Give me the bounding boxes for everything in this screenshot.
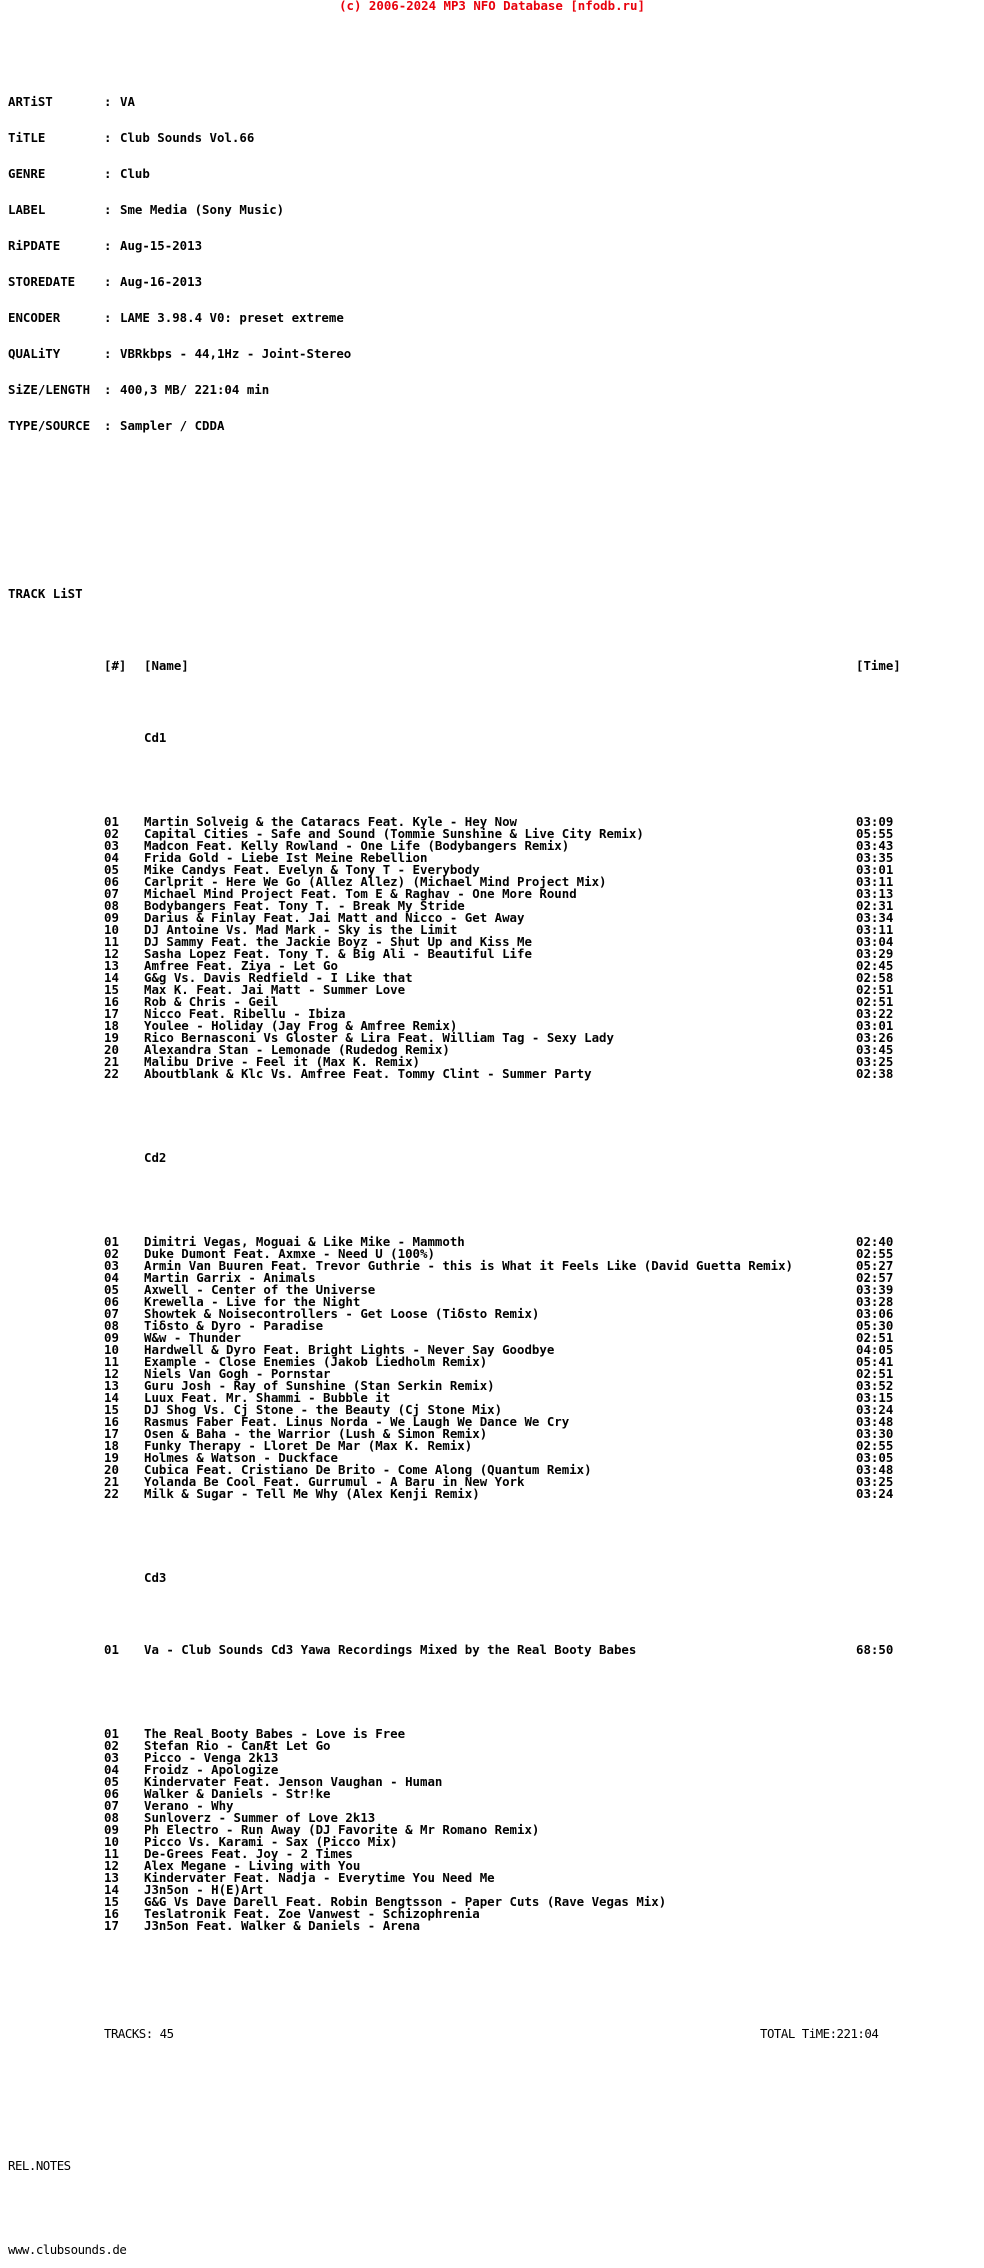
info-row-size-length bbox=[8, 382, 270, 397]
track-name: Picco Vs. Karami - Sax (Picco Mix) bbox=[144, 1834, 398, 1849]
track-number: 11 bbox=[104, 1846, 119, 1861]
track-time: 03:48 bbox=[856, 1462, 894, 1477]
track-row bbox=[8, 1846, 353, 1861]
info-value: 400,3 MB/ 221:04 min bbox=[120, 382, 270, 397]
track-row bbox=[8, 1378, 894, 1393]
track-number: 06 bbox=[104, 1786, 119, 1801]
track-time: 02:45 bbox=[856, 958, 894, 973]
track-number: 17 bbox=[104, 1006, 119, 1021]
track-name: Alexandra Stan - Lemonade (Rudedog Remix) bbox=[144, 1042, 450, 1057]
track-number: 12 bbox=[104, 946, 119, 961]
track-name: Stefan Rio - CanÆt Let Go bbox=[144, 1738, 331, 1753]
track-name: Showtek & Noisecontrollers - Get Loose (Tiδsto Remix) bbox=[144, 1306, 540, 1321]
track-number: 15 bbox=[104, 1402, 119, 1417]
info-row-label bbox=[8, 202, 285, 217]
track-number: 07 bbox=[104, 1306, 119, 1321]
info-label: TYPE/SOURCE bbox=[8, 418, 91, 433]
track-number: 01 bbox=[104, 1234, 119, 1249]
track-time: 03:25 bbox=[856, 1474, 894, 1489]
track-time: 03:11 bbox=[856, 922, 894, 937]
cd1-title: Cd1 bbox=[144, 730, 167, 745]
release-notes-url: www.clubsounds.de bbox=[8, 2242, 127, 2257]
track-number: 20 bbox=[104, 1042, 119, 1057]
track-name: Nicco Feat. Ribellu - Ibiza bbox=[144, 1006, 346, 1021]
track-name: Tiδsto & Dyro - Paradise bbox=[144, 1318, 324, 1333]
track-number: 04 bbox=[104, 1270, 119, 1285]
info-separator: : bbox=[104, 202, 112, 217]
track-name: Kindervater Feat. Jenson Vaughan - Human bbox=[144, 1774, 443, 1789]
track-row bbox=[8, 1810, 376, 1825]
track-number: 16 bbox=[104, 1414, 119, 1429]
info-row-quality bbox=[8, 346, 352, 361]
track-number: 04 bbox=[104, 1762, 119, 1777]
track-name: Amfree Feat. Ziya - Let Go bbox=[144, 958, 338, 973]
cd3-track-list bbox=[8, 1726, 667, 1933]
track-row bbox=[8, 1474, 894, 1489]
track-name: Froidz - Apologize bbox=[144, 1762, 279, 1777]
track-name: Milk & Sugar - Tell Me Why (Alex Kenji Remix) bbox=[144, 1486, 480, 1501]
track-row bbox=[8, 1414, 894, 1429]
track-number: 14 bbox=[104, 970, 119, 985]
info-value: Sme Media (Sony Music) bbox=[120, 202, 285, 217]
track-name: G&g Vs. Davis Redfield - I Like that bbox=[144, 970, 413, 985]
track-name: J3n5on Feat. Walker & Daniels - Arena bbox=[144, 1918, 421, 1933]
track-time: 03:05 bbox=[856, 1450, 894, 1465]
track-name: Teslatronik Feat. Zoe Vanwest - Schizophrenia bbox=[144, 1906, 480, 1921]
track-time: 03:13 bbox=[856, 886, 894, 901]
track-name: Walker & Daniels - Str!ke bbox=[144, 1786, 331, 1801]
track-time: 05:41 bbox=[856, 1354, 894, 1369]
release-notes-heading: REL.NOTES bbox=[8, 2158, 71, 2173]
info-value: Club Sounds Vol.66 bbox=[120, 130, 255, 145]
track-name: Madcon Feat. Kelly Rowland - One Life (Bodybangers Remix) bbox=[144, 838, 570, 853]
track-time: 05:27 bbox=[856, 1258, 894, 1273]
track-number: 03 bbox=[104, 838, 119, 853]
track-row bbox=[8, 1918, 421, 1933]
track-time: 02:57 bbox=[856, 1270, 894, 1285]
track-time: 03:28 bbox=[856, 1294, 894, 1309]
info-value: Sampler / CDDA bbox=[120, 418, 225, 433]
track-row bbox=[8, 1486, 894, 1501]
track-time: 03:45 bbox=[856, 1042, 894, 1057]
track-name: Rob & Chris - Geil bbox=[144, 994, 279, 1009]
track-name: The Real Booty Babes - Love is Free bbox=[144, 1726, 406, 1741]
track-time: 03:01 bbox=[856, 1018, 894, 1033]
track-row bbox=[8, 1786, 331, 1801]
info-value: Club bbox=[120, 166, 150, 181]
track-name: Niels Van Gogh - Pornstar bbox=[144, 1366, 331, 1381]
track-number: 22 bbox=[104, 1066, 119, 1081]
track-name: Cubica Feat. Cristiano De Brito - Come Along (Quantum Remix) bbox=[144, 1462, 592, 1477]
track-name: Martin Solveig & the Cataracs Feat. Kyle - Hey Now bbox=[144, 814, 517, 829]
info-separator: : bbox=[104, 346, 112, 361]
info-label: SiZE/LENGTH bbox=[8, 382, 91, 397]
info-label: STOREDATE bbox=[8, 274, 76, 289]
track-time: 02:38 bbox=[856, 1066, 894, 1081]
track-number: 13 bbox=[104, 1870, 119, 1885]
track-name: Armin Van Buuren Feat. Trevor Guthrie - this is What it Feels Like (David Guetta Remix) bbox=[144, 1258, 794, 1273]
tracklist-summary bbox=[8, 2026, 879, 2041]
track-name: Funky Therapy - Lloret De Mar (Max K. Remix) bbox=[144, 1438, 473, 1453]
track-time: 03:48 bbox=[856, 1414, 894, 1429]
copyright-banner: (c) 2006-2024 MP3 NFO Database [nfodb.ru] bbox=[339, 0, 645, 13]
track-name: Aboutblank & Klc Vs. Amfree Feat. Tommy Clint - Summer Party bbox=[144, 1066, 592, 1081]
track-time: 02:31 bbox=[856, 898, 894, 913]
track-count: TRACKS: 45 bbox=[104, 2026, 174, 2041]
total-time: TOTAL TiME:221:04 bbox=[760, 2026, 879, 2041]
release-info bbox=[8, 72, 352, 456]
track-time: 68:50 bbox=[856, 1642, 894, 1657]
track-time: 03:09 bbox=[856, 814, 894, 829]
track-row bbox=[8, 1450, 894, 1465]
track-name: DJ Sammy Feat. the Jackie Boyz - Shut Up and Kiss Me bbox=[144, 934, 532, 949]
track-number: 12 bbox=[104, 1366, 119, 1381]
track-number: 17 bbox=[104, 1918, 119, 1933]
track-row bbox=[8, 1858, 361, 1873]
info-value: LAME 3.98.4 V0: preset extreme bbox=[120, 310, 344, 325]
track-name: Osen & Baha - the Warrior (Lush & Simon Remix) bbox=[144, 1426, 488, 1441]
track-time: 03:52 bbox=[856, 1378, 894, 1393]
info-label: TiTLE bbox=[8, 130, 46, 145]
track-time: 03:34 bbox=[856, 910, 894, 925]
track-number: 02 bbox=[104, 1246, 119, 1261]
track-number: 14 bbox=[104, 1390, 119, 1405]
track-time: 03:35 bbox=[856, 850, 894, 865]
track-name: Guru Josh - Ray of Sunshine (Stan Serkin Remix) bbox=[144, 1378, 495, 1393]
track-name: Rasmus Faber Feat. Linus Norda - We Laugh We Dance We Cry bbox=[144, 1414, 570, 1429]
track-number: 09 bbox=[104, 1330, 119, 1345]
column-header-name: [Name] bbox=[144, 658, 189, 673]
column-header-time: [Time] bbox=[856, 658, 901, 673]
track-name: Bodybangers Feat. Tony T. - Break My Stride bbox=[144, 898, 465, 913]
track-number: 01 bbox=[104, 1642, 119, 1657]
track-number: 12 bbox=[104, 1858, 119, 1873]
track-name: Va - Club Sounds Cd3 Yawa Recordings Mixed by the Real Booty Babes bbox=[144, 1642, 637, 1657]
track-number: 18 bbox=[104, 1018, 119, 1033]
track-time: 03:24 bbox=[856, 1402, 894, 1417]
cd3-title: Cd3 bbox=[144, 1570, 167, 1585]
track-time: 02:51 bbox=[856, 994, 894, 1009]
track-name: Verano - Why bbox=[144, 1798, 234, 1813]
info-value: Aug-16-2013 bbox=[120, 274, 203, 289]
track-number: 19 bbox=[104, 1450, 119, 1465]
track-time: 03:06 bbox=[856, 1306, 894, 1321]
track-row bbox=[8, 1726, 406, 1741]
track-time: 03:39 bbox=[856, 1282, 894, 1297]
track-name: Yolanda Be Cool Feat. Gurrumul - A Baru in New York bbox=[144, 1474, 525, 1489]
track-number: 02 bbox=[104, 1738, 119, 1753]
track-number: 09 bbox=[104, 910, 119, 925]
track-row bbox=[8, 1822, 540, 1837]
track-number: 15 bbox=[104, 1894, 119, 1909]
info-separator: : bbox=[104, 274, 112, 289]
track-name: Michael Mind Project Feat. Tom E & Raghav - One More Round bbox=[144, 886, 577, 901]
track-number: 06 bbox=[104, 874, 119, 889]
track-number: 21 bbox=[104, 1054, 119, 1069]
info-label: QUALiTY bbox=[8, 346, 61, 361]
track-time: 03:04 bbox=[856, 934, 894, 949]
track-row bbox=[8, 1402, 894, 1417]
info-separator: : bbox=[104, 382, 112, 397]
track-number: 05 bbox=[104, 1282, 119, 1297]
track-number: 15 bbox=[104, 982, 119, 997]
info-separator: : bbox=[104, 166, 112, 181]
track-name: Alex Megane - Living with You bbox=[144, 1858, 361, 1873]
track-row bbox=[8, 1894, 667, 1909]
track-name: Picco - Venga 2k13 bbox=[144, 1750, 279, 1765]
track-name: Malibu Drive - Feel it (Max K. Remix) bbox=[144, 1054, 421, 1069]
track-number: 05 bbox=[104, 1774, 119, 1789]
track-time: 03:11 bbox=[856, 874, 894, 889]
track-time: 02:40 bbox=[856, 1234, 894, 1249]
track-row bbox=[8, 1390, 894, 1405]
track-name: Duke Dumont Feat. Axmxe - Need U (100%) bbox=[144, 1246, 435, 1261]
track-number: 08 bbox=[104, 1318, 119, 1333]
track-row bbox=[8, 1798, 234, 1813]
track-number: 18 bbox=[104, 1438, 119, 1453]
track-number: 13 bbox=[104, 1378, 119, 1393]
column-header-number: [#] bbox=[104, 658, 127, 673]
track-name: DJ Antoine Vs. Mad Mark - Sky is the Limit bbox=[144, 922, 458, 937]
track-time: 03:15 bbox=[856, 1390, 894, 1405]
info-label: ARTiST bbox=[8, 94, 53, 109]
track-name: Ph Electro - Run Away (DJ Favorite & Mr Romano Remix) bbox=[144, 1822, 540, 1837]
track-row bbox=[8, 1870, 495, 1885]
track-number: 04 bbox=[104, 850, 119, 865]
track-number: 16 bbox=[104, 994, 119, 1009]
track-number: 03 bbox=[104, 1750, 119, 1765]
track-name: DJ Shog Vs. Cj Stone - the Beauty (Cj Stone Mix) bbox=[144, 1402, 503, 1417]
info-row-type-source bbox=[8, 418, 225, 433]
track-name: Hardwell & Dyro Feat. Bright Lights - Never Say Goodbye bbox=[144, 1342, 555, 1357]
track-name: Dimitri Vegas, Moguai & Like Mike - Mammoth bbox=[144, 1234, 465, 1249]
track-number: 01 bbox=[104, 1726, 119, 1741]
track-name: Max K. Feat. Jai Matt - Summer Love bbox=[144, 982, 406, 997]
info-separator: : bbox=[104, 130, 112, 145]
track-time: 03:25 bbox=[856, 1054, 894, 1069]
track-row bbox=[8, 1774, 443, 1789]
info-value: VA bbox=[120, 94, 135, 109]
track-time: 03:26 bbox=[856, 1030, 894, 1045]
track-number: 09 bbox=[104, 1822, 119, 1837]
track-row bbox=[8, 1906, 480, 1921]
track-name: Carlprit - Here We Go (Allez Allez) (Michael Mind Project Mix) bbox=[144, 874, 607, 889]
track-time: 02:51 bbox=[856, 1366, 894, 1381]
track-row bbox=[8, 1462, 894, 1477]
info-label: GENRE bbox=[8, 166, 46, 181]
track-number: 08 bbox=[104, 898, 119, 913]
track-number: 19 bbox=[104, 1030, 119, 1045]
track-time: 02:51 bbox=[856, 1330, 894, 1345]
track-number: 08 bbox=[104, 1810, 119, 1825]
track-number: 03 bbox=[104, 1258, 119, 1273]
cd1-track-list bbox=[8, 814, 894, 1081]
track-row bbox=[8, 1762, 279, 1777]
track-name: Frida Gold - Liebe Ist Meine Rebellion bbox=[144, 850, 428, 865]
track-name: Darius & Finlay Feat. Jai Matt and Nicco - Get Away bbox=[144, 910, 525, 925]
track-name: G&G Vs Dave Darell Feat. Robin Bengtsson - Paper Cuts (Rave Vegas Mix) bbox=[144, 1894, 667, 1909]
track-number: 10 bbox=[104, 922, 119, 937]
track-number: 10 bbox=[104, 1834, 119, 1849]
track-row bbox=[8, 1426, 894, 1441]
track-name: Axwell - Center of the Universe bbox=[144, 1282, 376, 1297]
track-number: 22 bbox=[104, 1486, 119, 1501]
track-name: Luux Feat. Mr. Shammi - Bubble it bbox=[144, 1390, 391, 1405]
track-time: 03:30 bbox=[856, 1426, 894, 1441]
track-row bbox=[8, 1738, 331, 1753]
track-name: Holmes & Watson - Duckface bbox=[144, 1450, 338, 1465]
track-row bbox=[8, 1438, 894, 1453]
info-separator: : bbox=[104, 94, 112, 109]
tracklist-column-headers bbox=[8, 658, 901, 673]
track-row bbox=[8, 1750, 279, 1765]
track-name: Kindervater Feat. Nadja - Everytime You Need Me bbox=[144, 1870, 495, 1885]
track-number: 01 bbox=[104, 814, 119, 829]
track-name: Krewella - Live for the Night bbox=[144, 1294, 361, 1309]
track-time: 02:58 bbox=[856, 970, 894, 985]
track-row bbox=[8, 1066, 894, 1081]
track-number: 06 bbox=[104, 1294, 119, 1309]
tracklist-heading: TRACK LiST bbox=[8, 586, 83, 601]
info-row-ripdate bbox=[8, 238, 203, 253]
track-name: W&w - Thunder bbox=[144, 1330, 241, 1345]
track-time: 05:55 bbox=[856, 826, 894, 841]
info-row-encoder bbox=[8, 310, 344, 325]
track-number: 07 bbox=[104, 1798, 119, 1813]
nfo-document bbox=[8, 24, 901, 2268]
track-number: 20 bbox=[104, 1462, 119, 1477]
info-label: ENCODER bbox=[8, 310, 61, 325]
info-row-genre bbox=[8, 166, 150, 181]
info-row-storedate bbox=[8, 274, 203, 289]
track-time: 02:55 bbox=[856, 1246, 894, 1261]
track-number: 05 bbox=[104, 862, 119, 877]
info-value: Aug-15-2013 bbox=[120, 238, 203, 253]
track-name: J3n5on - H(E)Art bbox=[144, 1882, 264, 1897]
track-name: Sasha Lopez Feat. Tony T. & Big Ali - Beautiful Life bbox=[144, 946, 532, 961]
track-number: 17 bbox=[104, 1426, 119, 1441]
track-number: 02 bbox=[104, 826, 119, 841]
track-time: 03:22 bbox=[856, 1006, 894, 1021]
track-time: 04:05 bbox=[856, 1342, 894, 1357]
info-row-artist bbox=[8, 94, 135, 109]
track-number: 14 bbox=[104, 1882, 119, 1897]
cd2-title: Cd2 bbox=[144, 1150, 167, 1165]
track-time: 05:30 bbox=[856, 1318, 894, 1333]
track-row bbox=[8, 1834, 398, 1849]
track-time: 03:43 bbox=[856, 838, 894, 853]
info-label: LABEL bbox=[8, 202, 46, 217]
info-separator: : bbox=[104, 238, 112, 253]
track-time: 02:55 bbox=[856, 1438, 894, 1453]
track-number: 13 bbox=[104, 958, 119, 973]
track-name: Sunloverz - Summer of Love 2k13 bbox=[144, 1810, 376, 1825]
track-time: 02:51 bbox=[856, 982, 894, 997]
track-number: 11 bbox=[104, 1354, 119, 1369]
track-name: De-Grees Feat. Joy - 2 Times bbox=[144, 1846, 353, 1861]
track-name: Mike Candys Feat. Evelyn & Tony T - Everybody bbox=[144, 862, 480, 877]
info-row-title bbox=[8, 130, 255, 145]
track-time: 03:24 bbox=[856, 1486, 894, 1501]
info-separator: : bbox=[104, 310, 112, 325]
info-separator: : bbox=[104, 418, 112, 433]
info-value: VBRkbps - 44,1Hz - Joint-Stereo bbox=[120, 346, 352, 361]
cd3-mix-row bbox=[8, 1642, 894, 1657]
track-name: Youlee - Holiday (Jay Frog & Amfree Remix) bbox=[144, 1018, 458, 1033]
track-name: Example - Close Enemies (Jakob Liedholm Remix) bbox=[144, 1354, 488, 1369]
track-name: Capital Cities - Safe and Sound (Tommie Sunshine & Live City Remix) bbox=[144, 826, 644, 841]
track-number: 10 bbox=[104, 1342, 119, 1357]
track-number: 16 bbox=[104, 1906, 119, 1921]
track-name: Martin Garrix - Animals bbox=[144, 1270, 316, 1285]
track-number: 21 bbox=[104, 1474, 119, 1489]
cd2-track-list bbox=[8, 1234, 894, 1501]
track-number: 11 bbox=[104, 934, 119, 949]
track-time: 03:29 bbox=[856, 946, 894, 961]
track-time: 03:01 bbox=[856, 862, 894, 877]
track-row bbox=[8, 1882, 264, 1897]
track-number: 07 bbox=[104, 886, 119, 901]
track-name: Rico Bernasconi Vs Gloster & Lira Feat. William Tag - Sexy Lady bbox=[144, 1030, 614, 1045]
info-label: RiPDATE bbox=[8, 238, 61, 253]
